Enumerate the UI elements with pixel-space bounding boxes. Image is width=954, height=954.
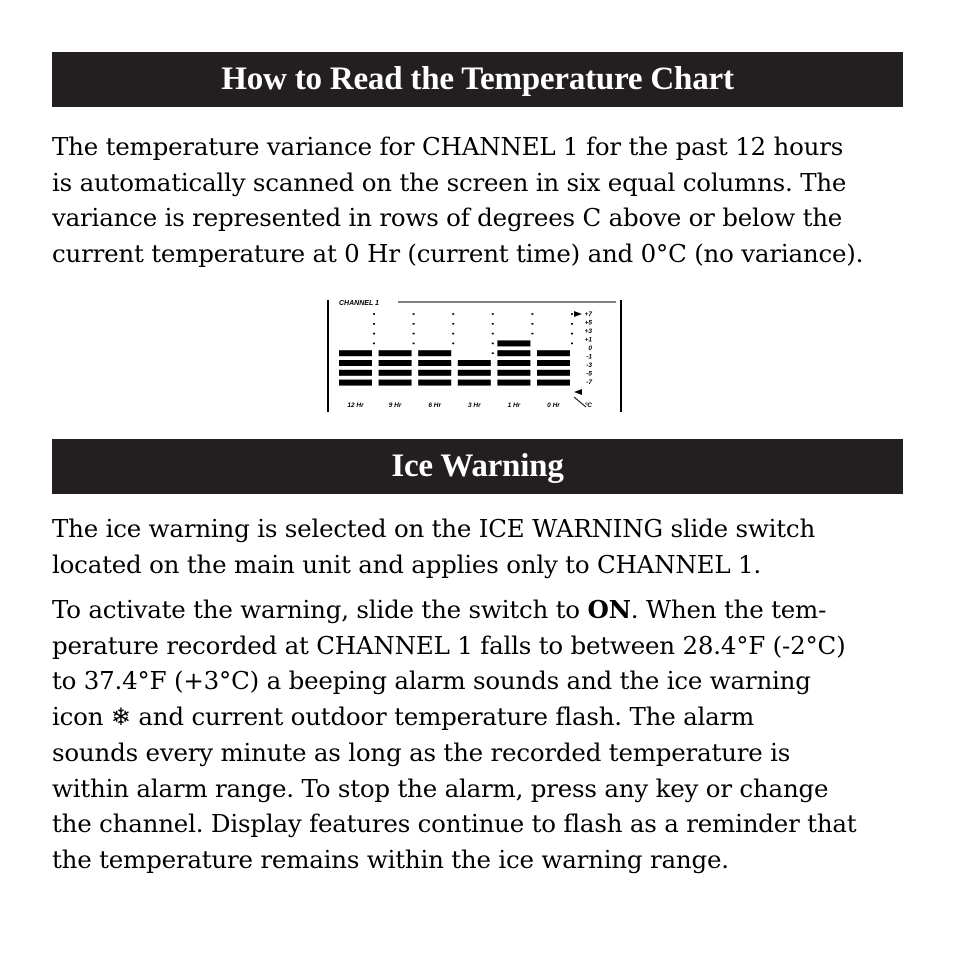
chart-empty-dot <box>531 333 533 335</box>
text-segment: . When the tem- <box>630 595 827 624</box>
chart-y-tick-label: +1 <box>584 336 592 344</box>
text-segment: icon <box>52 701 111 731</box>
chart-empty-dot <box>531 323 533 325</box>
chart-y-tick-label: 0 <box>588 345 592 353</box>
chart-empty-dot <box>413 333 415 335</box>
text-line: is automatically scanned on the screen in six equal columns. The <box>52 167 847 197</box>
chart-bar-segment <box>339 380 372 386</box>
chart-empty-dot <box>571 323 573 325</box>
text-segment: and current outdoor temperature flash. The alarm <box>130 701 755 731</box>
chart-bar-segment <box>458 360 491 366</box>
text-line: sounds every minute as long as the recorded temperature is <box>52 738 791 767</box>
ice-warning-description <box>52 511 912 582</box>
chart-bar-segment <box>458 370 491 376</box>
chart-x-tick-label: 9 Hr <box>388 402 402 409</box>
chart-bar-segment <box>339 350 372 356</box>
chart-empty-dot <box>571 343 573 345</box>
chart-bar-segment <box>379 350 412 356</box>
chart-y-tick-label: +7 <box>584 311 592 318</box>
text-line: The ice warning is selected on the ICE WARNING slide switch <box>52 514 816 543</box>
chart-y-tick-label: -3 <box>586 362 592 370</box>
chart-bar-segment <box>379 380 412 386</box>
chart-top-arrow-icon <box>574 311 582 317</box>
text-line: the channel. Display features continue to flash as a reminder that <box>52 809 857 838</box>
chart-empty-dot <box>492 352 494 354</box>
chart-x-tick-label: 1 Hr <box>507 402 521 409</box>
chart-empty-dot <box>571 333 573 335</box>
chart-left-border <box>327 300 329 412</box>
chart-bar-segment <box>497 370 530 376</box>
temperature-chart <box>324 297 628 415</box>
chart-bar-segment <box>418 380 451 386</box>
text-line: variance is represented in rows of degrees C above or below the <box>52 203 843 232</box>
chart-right-border <box>620 300 622 412</box>
text-line <box>52 592 912 628</box>
chart-bar-segment <box>537 370 570 376</box>
chart-bottom-arrow-icon <box>574 389 582 395</box>
chart-x-tick-label: 0 Hr <box>547 402 560 409</box>
chart-title: CHANNEL 1 <box>339 300 379 307</box>
chart-empty-dot <box>373 323 375 325</box>
chart-bar-segment <box>418 350 451 356</box>
text-line: within alarm range. To stop the alarm, press any key or change <box>52 773 829 803</box>
text-segment: To activate the warning, slide the switch to <box>52 595 588 624</box>
temperature-chart-description <box>52 129 912 271</box>
chart-empty-dot <box>452 323 454 325</box>
chart-bar-segment <box>339 370 372 376</box>
chart-empty-dot <box>452 343 454 345</box>
chart-x-tick-label: 12 Hr <box>347 402 364 409</box>
text-line: to 37.4°F (+3°C) a beeping alarm sounds and the ice warning <box>52 666 811 695</box>
chart-bar-segment <box>379 360 412 366</box>
section-title-text: Ice Warning <box>391 448 564 484</box>
chart-bar-segment <box>537 380 570 386</box>
text-line: current temperature at 0 Hr (current time) and 0°C (no variance). <box>52 238 864 268</box>
chart-y-tick-label: -1 <box>586 353 592 361</box>
chart-empty-dot <box>571 313 573 315</box>
chart-x-tick-label: 6 Hr <box>428 402 442 409</box>
chart-y-tick-label: -7 <box>586 379 592 387</box>
chart-bar-segment <box>537 350 570 356</box>
chart-bar-segment <box>497 350 530 356</box>
chart-empty-dot <box>373 343 375 345</box>
chart-bar-segment <box>418 370 451 376</box>
chart-bar-segment <box>537 360 570 366</box>
chart-empty-dot <box>413 343 415 345</box>
text-line <box>52 699 912 736</box>
chart-y-unit-label: °C <box>584 402 592 409</box>
section-title-temperature-chart <box>52 52 903 107</box>
chart-bar-segment <box>458 380 491 386</box>
ice-warning-instructions <box>52 592 912 877</box>
chart-bar-segment <box>379 370 412 376</box>
chart-empty-dot <box>492 333 494 335</box>
chart-y-tick-label: +3 <box>584 328 592 336</box>
section-title-text: How to Read the Temperature Chart <box>221 61 734 97</box>
chart-x-tick-label: 3 Hr <box>467 402 481 409</box>
chart-empty-dot <box>373 333 375 335</box>
chart-bar-segment <box>339 360 372 366</box>
on-label: ON <box>587 595 631 624</box>
snowflake-icon: ❄ <box>110 702 131 731</box>
chart-bar-segment <box>497 340 530 346</box>
chart-empty-dot <box>492 323 494 325</box>
chart-empty-dot <box>413 313 415 315</box>
chart-empty-dot <box>413 323 415 325</box>
text-line: perature recorded at CHANNEL 1 falls to between 28.4°F (-2°C) <box>52 630 846 660</box>
chart-bar-segment <box>497 380 530 386</box>
chart-empty-dot <box>492 313 494 315</box>
chart-empty-dot <box>452 313 454 315</box>
chart-empty-dot <box>492 343 494 345</box>
chart-empty-dot <box>531 313 533 315</box>
text-line: The temperature variance for CHANNEL 1 for the past 12 hours <box>52 132 844 161</box>
chart-y-tick-label: +5 <box>584 319 592 327</box>
section-title-ice-warning <box>52 439 903 494</box>
text-line: located on the main unit and applies only to CHANNEL 1. <box>52 549 761 579</box>
chart-empty-dot <box>452 333 454 335</box>
chart-bar-segment <box>418 360 451 366</box>
text-line: the temperature remains within the ice warning range. <box>52 844 729 874</box>
chart-empty-dot <box>373 313 375 315</box>
chart-bar-segment <box>497 360 530 366</box>
chart-y-tick-label: -5 <box>586 370 592 378</box>
